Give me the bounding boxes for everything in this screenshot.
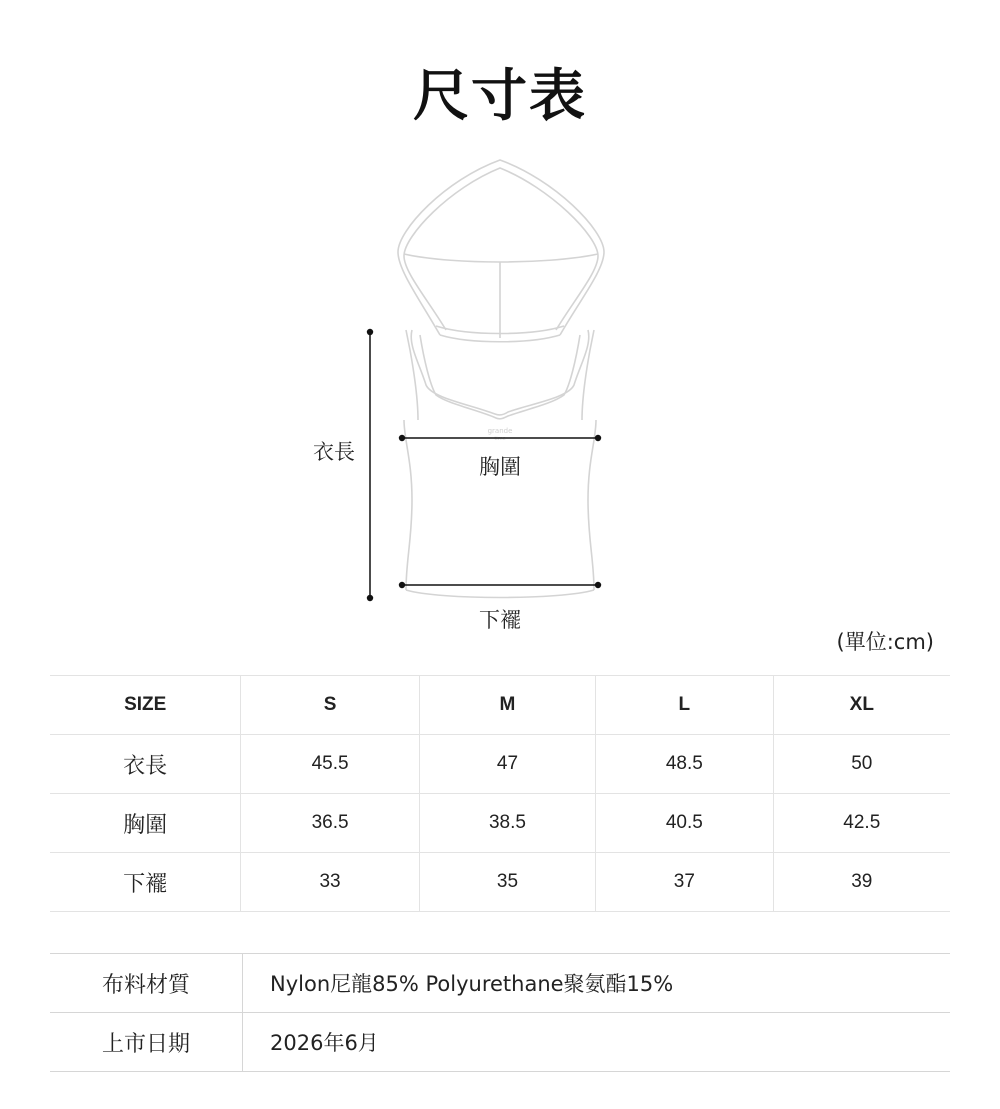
cell-value: 36.5: [241, 794, 419, 853]
material-label: 布料材質: [50, 954, 243, 1013]
material-value: Nylon尼龍85% Polyurethane聚氨酯15%: [243, 954, 951, 1013]
header-l: L: [596, 676, 773, 735]
cell-value: 47: [419, 735, 595, 794]
header-xl: XL: [773, 676, 950, 735]
hem-label: 下襬: [479, 608, 521, 632]
row-label-chest: 胸圍: [50, 794, 241, 853]
cell-value: 48.5: [596, 735, 773, 794]
cell-value: 50: [773, 735, 950, 794]
cell-value: 35: [419, 853, 595, 912]
table-row: [50, 735, 950, 794]
info-row-material: [50, 954, 950, 1013]
unit-label: (單位:cm): [836, 630, 934, 654]
row-label-length: 衣長: [50, 735, 241, 794]
table-row: [50, 853, 950, 912]
table-row: [50, 794, 950, 853]
garment-outline: [398, 160, 604, 598]
cell-value: 33: [241, 853, 419, 912]
header-m: M: [419, 676, 595, 735]
cell-value: 42.5: [773, 794, 950, 853]
cell-value: 45.5: [241, 735, 419, 794]
release-date-label: 上市日期: [50, 1013, 243, 1072]
cell-value: 40.5: [596, 794, 773, 853]
size-table-header-row: [50, 676, 950, 735]
info-row-release-date: [50, 1013, 950, 1072]
hem-measure-line: [399, 582, 601, 588]
cell-value: 37: [596, 853, 773, 912]
length-label: 衣長: [313, 440, 355, 464]
page-title: 尺寸表: [413, 64, 587, 129]
brand-subtext: time: [494, 436, 506, 442]
row-label-hem: 下襬: [50, 853, 241, 912]
product-info-table: [50, 953, 950, 1072]
header-size: SIZE: [50, 676, 241, 735]
cell-value: 38.5: [419, 794, 595, 853]
header-s: S: [241, 676, 419, 735]
chest-label: 胸圍: [479, 455, 521, 479]
length-measure-line: [367, 329, 373, 601]
size-table: [50, 675, 950, 912]
release-date-value: 2026年6月: [243, 1013, 951, 1072]
brand-text: grande: [487, 427, 513, 435]
cell-value: 39: [773, 853, 950, 912]
